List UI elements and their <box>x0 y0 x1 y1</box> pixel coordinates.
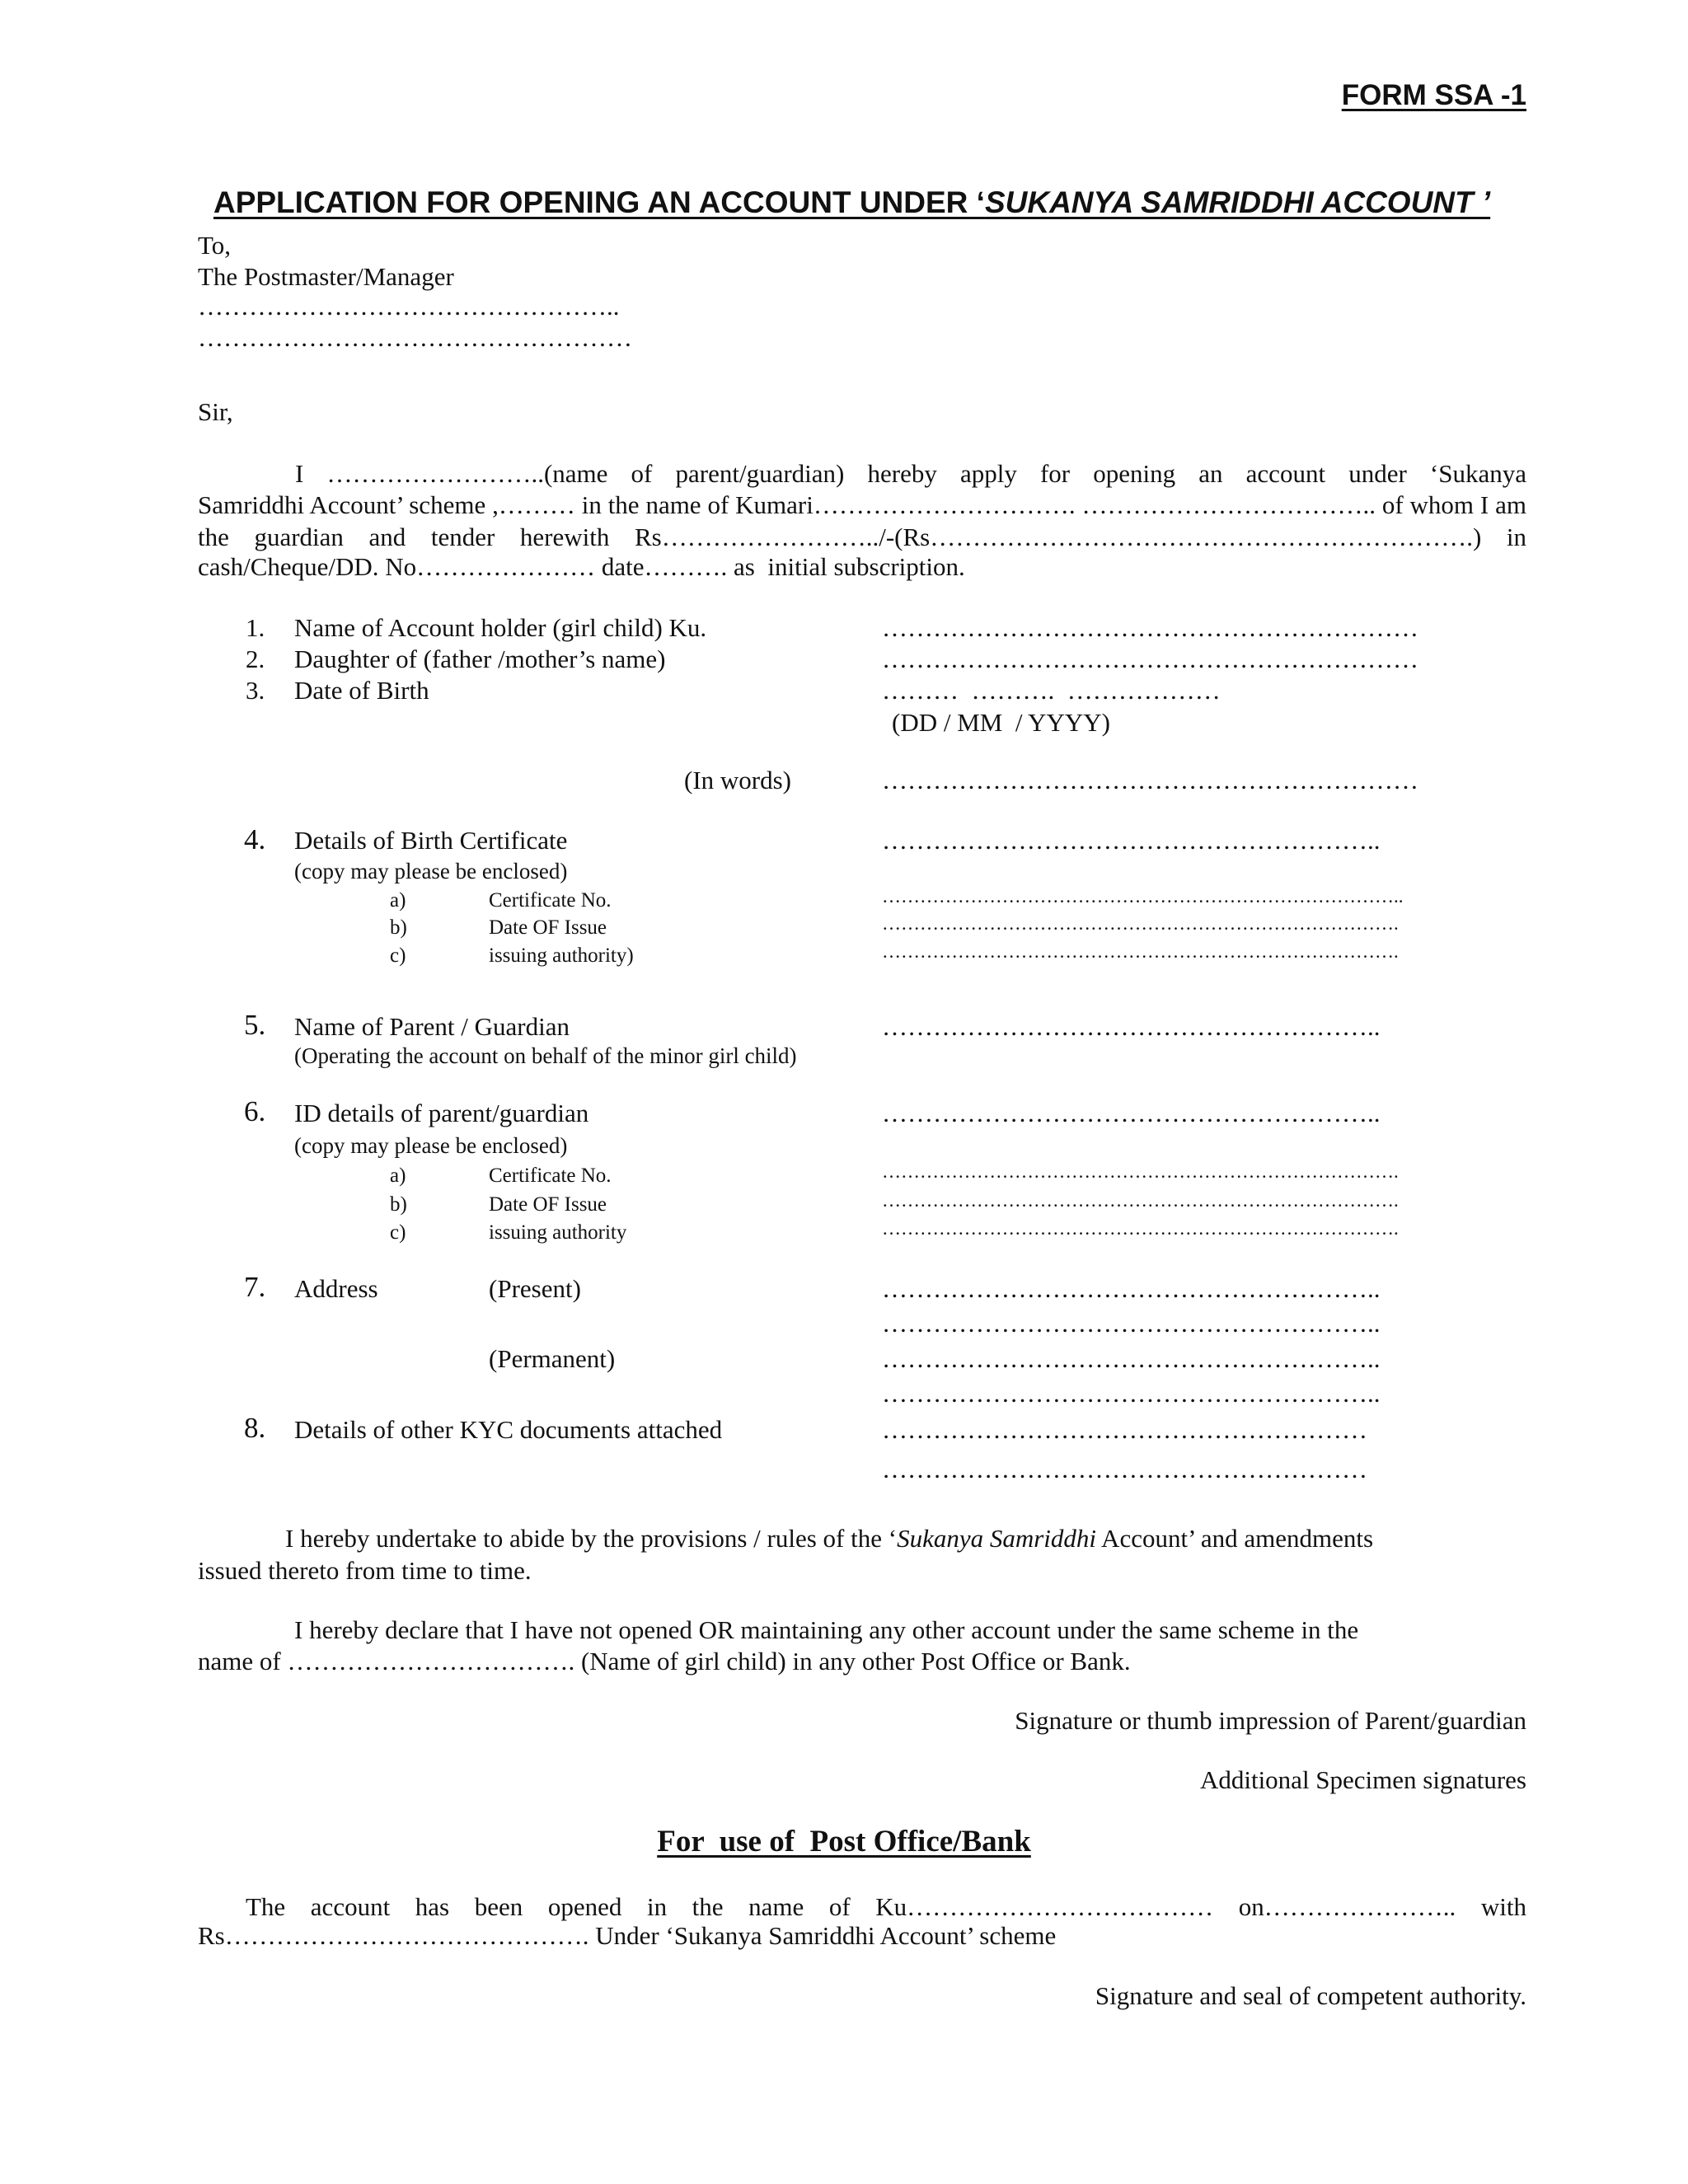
form-number: FORM SSA -1 <box>1341 79 1526 111</box>
item-5-number: 5. <box>244 1009 266 1041</box>
item-7-permanent-label: (Permanent) <box>489 1344 616 1373</box>
intro-line-4: cash/Cheque/DD. No………………… date………. as initial subscription. <box>198 552 965 581</box>
item-5-note: (Operating the account on behalf of the minor girl child) <box>294 1043 797 1068</box>
office-line-2: Rs……………………………………. Under ‘Sukanya Samriddhi Account’ scheme <box>198 1921 1057 1950</box>
item-2-blank[interactable]: ……………………………………………………… <box>882 644 1418 673</box>
item-2-number: 2. <box>246 644 265 673</box>
item-1-label: Name of Account holder (girl child) Ku. <box>294 613 707 642</box>
item-6-label: ID details of parent/guardian <box>294 1099 589 1127</box>
undertake-line-2: issued thereto from time to time. <box>198 1556 532 1585</box>
item-5-label: Name of Parent / Guardian <box>294 1012 570 1041</box>
item-6a-text: Certificate No. <box>489 1165 612 1187</box>
item-1-blank[interactable]: ……………………………………………………… <box>882 613 1418 642</box>
item-4c-blank[interactable]: ………………………………………………………………………. <box>882 941 1399 962</box>
item-8-number: 8. <box>244 1412 266 1444</box>
office-line-1: The account has been opened in the name of Ku……………………………… on………………….. with <box>246 1892 1526 1921</box>
item-4-blank[interactable]: ………………………………………………….. <box>882 826 1381 855</box>
intro-line-1: I ……………………..(name of parent/guardian) hereby apply for opening an account under ‘Sukanya <box>295 459 1526 488</box>
authority-signature: Signature and seal of competent authority. <box>1095 1981 1526 2010</box>
item-6-number: 6. <box>244 1095 266 1127</box>
office-use-heading: For use of Post Office/Bank <box>657 1825 1031 1858</box>
item-6a-blank[interactable]: ………………………………………………………………………. <box>882 1161 1399 1182</box>
item-8-blank-1[interactable]: ………………………………………………… <box>882 1415 1367 1444</box>
item-7-present-label: (Present) <box>489 1274 581 1303</box>
undertake-line-1 <box>285 1526 1373 1551</box>
item-4c-text: issuing authority) <box>489 944 634 967</box>
item-6b-letter: b) <box>390 1193 407 1216</box>
item-5-blank[interactable]: ………………………………………………….. <box>882 1012 1381 1041</box>
address-blank-line-2[interactable]: …………………………………………… <box>198 323 632 352</box>
item-4-note: (copy may please be enclosed) <box>294 859 568 883</box>
item-4b-blank[interactable]: ………………………………………………………………………. <box>882 913 1399 934</box>
item-7-permanent-blank-1[interactable]: ………………………………………………….. <box>882 1344 1381 1373</box>
item-6-blank[interactable]: ………………………………………………….. <box>882 1099 1381 1127</box>
undertake-text-a: I hereby undertake to abide by the provisions / rules of the ‘ <box>285 1524 898 1553</box>
form-title-scheme: SUKANYA SAMRIDDHI ACCOUNT ’ <box>984 185 1491 219</box>
address-blank-line-1[interactable]: ………………………………………….. <box>198 292 620 321</box>
item-6c-letter: c) <box>390 1221 406 1244</box>
address-recipient: The Postmaster/Manager <box>198 262 454 291</box>
item-4b-text: Date OF Issue <box>489 916 607 939</box>
item-6-note: (copy may please be enclosed) <box>294 1133 568 1158</box>
item-6c-text: issuing authority <box>489 1221 627 1244</box>
item-4b-letter: b) <box>390 916 407 939</box>
item-6a-letter: a) <box>390 1165 406 1187</box>
undertake-text-c: Account’ and amendments <box>1096 1524 1374 1553</box>
item-2-label: Daughter of (father /mother’s name) <box>294 644 666 673</box>
form-title-main: APPLICATION FOR OPENING AN ACCOUNT UNDER ‘ <box>213 185 985 219</box>
item-3-words-blank[interactable]: ……………………………………………………… <box>882 766 1418 794</box>
item-4c-letter: c) <box>390 944 406 967</box>
form-title <box>0 157 1688 218</box>
item-4-label: Details of Birth Certificate <box>294 826 568 855</box>
item-1-number: 1. <box>246 613 265 642</box>
item-7-number: 7. <box>244 1271 266 1303</box>
item-8-label: Details of other KYC documents attached <box>294 1415 723 1444</box>
item-7-present-blank-1[interactable]: ………………………………………………….. <box>882 1274 1381 1303</box>
item-3-words-label: (In words) <box>684 766 791 794</box>
signature-parent: Signature or thumb impression of Parent/guardian <box>1015 1706 1526 1735</box>
address-to: To, <box>198 231 232 260</box>
specimen-signatures: Additional Specimen signatures <box>1199 1765 1526 1794</box>
item-8-blank-2[interactable]: ………………………………………………… <box>882 1455 1367 1483</box>
item-4a-blank[interactable]: ……………………………………………………………………….. <box>882 886 1404 907</box>
undertake-text-scheme: Sukanya Samriddhi <box>897 1524 1097 1553</box>
item-4a-text: Certificate No. <box>489 889 612 912</box>
item-6c-blank[interactable]: ………………………………………………………………………. <box>882 1218 1399 1239</box>
item-3-number: 3. <box>246 676 265 705</box>
intro-line-3: the guardian and tender herewith Rs……………………../-(Rs……………………………………………………….) in <box>198 523 1526 551</box>
item-6b-text: Date OF Issue <box>489 1193 607 1216</box>
declare-line-1: I hereby declare that I have not opened OR maintaining any other account under the same scheme in the <box>294 1615 1359 1644</box>
item-6b-blank[interactable]: ………………………………………………………………………. <box>882 1190 1399 1211</box>
declare-line-2: name of ……………………………. (Name of girl child) in any other Post Office or Bank. <box>198 1647 1131 1675</box>
item-7-permanent-blank-2[interactable]: ………………………………………………….. <box>882 1379 1381 1408</box>
item-3-label: Date of Birth <box>294 676 429 705</box>
item-7-label: Address <box>294 1274 378 1303</box>
intro-line-2: Samriddhi Account’ scheme ,……… in the name of Kumari…………………………. …………………………….. of whom I am <box>198 490 1526 519</box>
item-3-date-blank[interactable]: ……… ………. ……………… <box>882 676 1221 705</box>
item-4a-letter: a) <box>390 889 406 912</box>
item-3-date-format: (DD / MM / YYYY) <box>892 708 1110 737</box>
item-7-present-blank-2[interactable]: ………………………………………………….. <box>882 1309 1381 1338</box>
salutation: Sir, <box>198 397 233 426</box>
item-4-number: 4. <box>244 823 266 855</box>
